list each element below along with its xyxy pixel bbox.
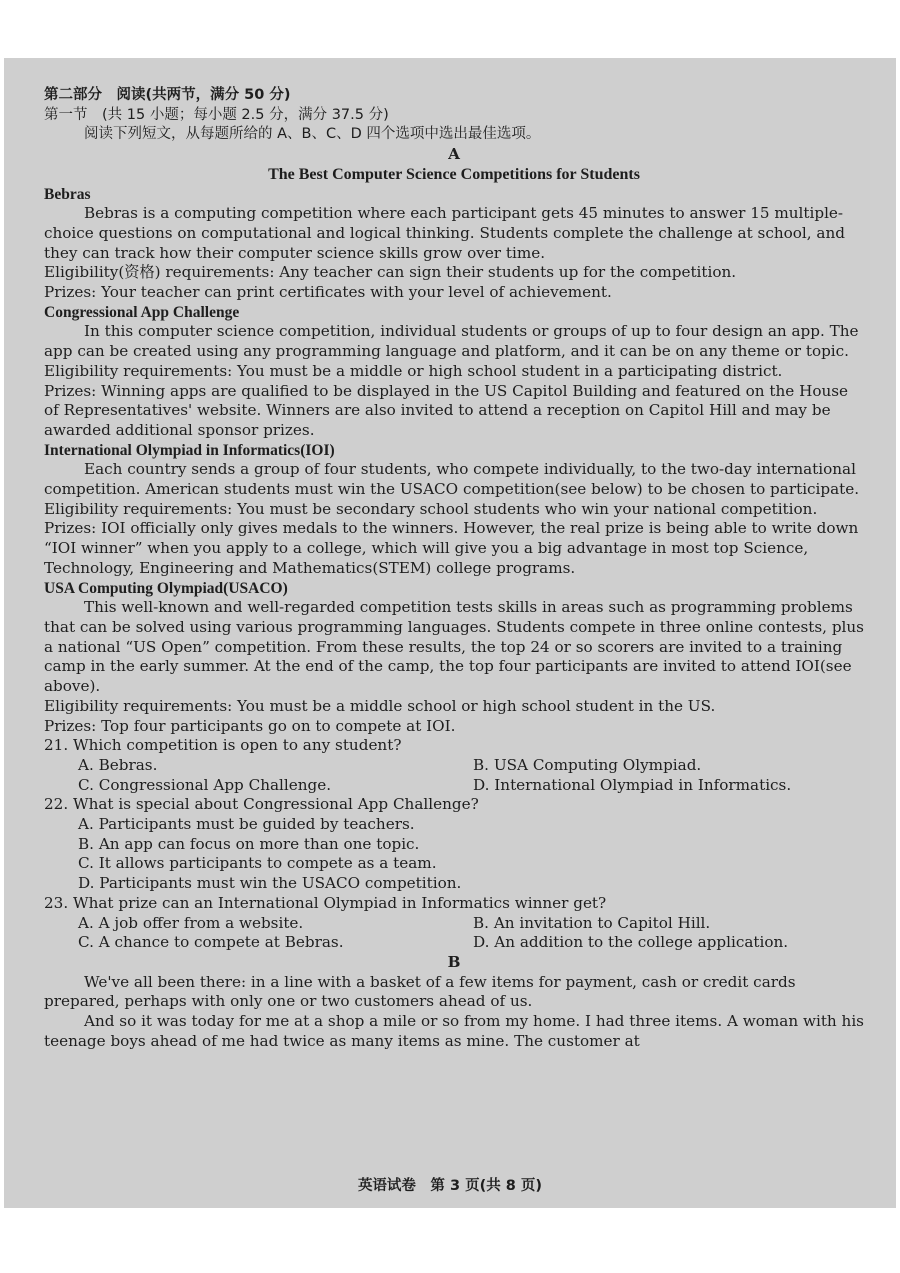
question-stem: 21. Which competition is open to any student? <box>44 736 402 755</box>
option-grid <box>44 914 864 953</box>
scanned-page <box>4 58 896 1208</box>
passage-b <box>44 973 864 1052</box>
competition-description: Each country sends a group of four students, who compete individually, to the two-day international competition. American students must win the USACO competition(see below) to be chosen to participate. <box>44 460 860 499</box>
eligibility-requirements: Eligibility requirements: You must be secondary school students who win your national competition. <box>44 499 818 518</box>
competition-name: International Olympiad in Informatics(IOI) <box>44 441 335 459</box>
answer-option: C. Congressional App Challenge. <box>78 775 332 794</box>
option-grid <box>44 756 864 795</box>
answer-option: B. An invitation to Capitol Hill. <box>473 913 711 932</box>
competition-name: USA Computing Olympiad(USACO) <box>44 579 288 597</box>
page-footer: 英语试卷 第 3 页(共 8 页) <box>357 1178 543 1194</box>
section-heading: 第一节 (共 15 小题；每小题 2.5 分，满分 37.5 分) <box>44 106 389 123</box>
eligibility-requirements: Eligibility requirements: You must be a middle or high school student in a participating district. <box>44 361 783 380</box>
page-content <box>44 86 864 1051</box>
competition-sections <box>44 185 864 737</box>
prizes: Prizes: IOI officially only gives medals to the winners. However, the real prize is being able to write down “IOI winner” when you apply to a college, which will give you a big advantage in most top Science, Technology, Engineering and Mathematics(STEM) college programs. <box>44 519 859 577</box>
answer-option: D. An addition to the college application. <box>473 933 789 952</box>
competition-name: Bebras <box>44 185 91 203</box>
passage-b-paragraph: We've all been there: in a line with a basket of a few items for payment, cash or credit cards prepared, perhaps with only one or two customers ahead of us. <box>44 972 796 1011</box>
answer-option: D. International Olympiad in Informatics. <box>473 775 792 794</box>
passage-letter-a: A <box>448 145 460 164</box>
answer-option: A. Bebras. <box>78 755 158 774</box>
competition-description: In this computer science competition, individual students or groups of up to four design an app. The app can be created using any programming language and platform, and it can be on any theme or topic. <box>44 322 859 361</box>
prizes: Prizes: Winning apps are qualified to be displayed in the US Capitol Building and featured on the House of Representatives' website. Winners are also invited to attend a reception on Capitol Hill and may be awarded additional sponsor prizes. <box>44 381 849 439</box>
part-heading: 第二部分 阅读(共两节，满分 50 分) <box>44 87 291 103</box>
passage-letter-b: B <box>447 952 461 971</box>
competition-description: Bebras is a computing competition where each participant gets 45 minutes to answer 15 multiple-choice questions on computational and logical thinking. Students complete the challenge at school, and they can track how their computer science skills grow over time. <box>44 204 845 262</box>
passage-title: The Best Computer Science Competitions for Students <box>268 165 640 183</box>
prizes: Prizes: Top four participants go on to compete at IOI. <box>44 716 456 735</box>
question-stem: 23. What prize can an International Olympiad in Informatics winner get? <box>44 893 607 912</box>
answer-option: A. A job offer from a website. <box>78 913 304 932</box>
answer-option: C. A chance to compete at Bebras. <box>78 933 344 952</box>
competition-name: Congressional App Challenge <box>44 303 240 321</box>
eligibility-requirements: Eligibility(资格) requirements: Any teacher can sign their students up for the competition. <box>44 263 737 282</box>
prizes: Prizes: Your teacher can print certificates with your level of achievement. <box>44 283 612 302</box>
eligibility-requirements: Eligibility requirements: You must be a middle school or high school student in the US. <box>44 696 716 715</box>
question-list <box>44 736 864 953</box>
answer-option: B. USA Computing Olympiad. <box>473 755 702 774</box>
answer-option: A. Participants must be guided by teachers. <box>78 815 415 834</box>
passage-b-paragraph: And so it was today for me at a shop a mile or so from my home. I had three items. A woman with his teenage boys ahead of me had twice as many items as mine. The customer at <box>44 1012 864 1050</box>
answer-option: B. An app can focus on more than one topic. <box>78 834 420 853</box>
answer-option: D. Participants must win the USACO competition. <box>78 874 462 893</box>
answer-option: C. It allows participants to compete as a team. <box>78 854 437 873</box>
question-stem: 22. What is special about Congressional App Challenge? <box>44 795 479 814</box>
instruction: 阅读下列短文，从每题所给的 A、B、C、D 四个选项中选出最佳选项。 <box>84 126 541 143</box>
competition-description: This well-known and well-regarded competition tests skills in areas such as programming problems that can be solved using various programming languages. Students compete in three online contests, plus a national “US Open” competition. From these results, the top 24 or so scorers are invited to a training camp in the early summer. At the end of the camp, the top four participants are invited to attend IOI(see above). <box>44 598 864 696</box>
